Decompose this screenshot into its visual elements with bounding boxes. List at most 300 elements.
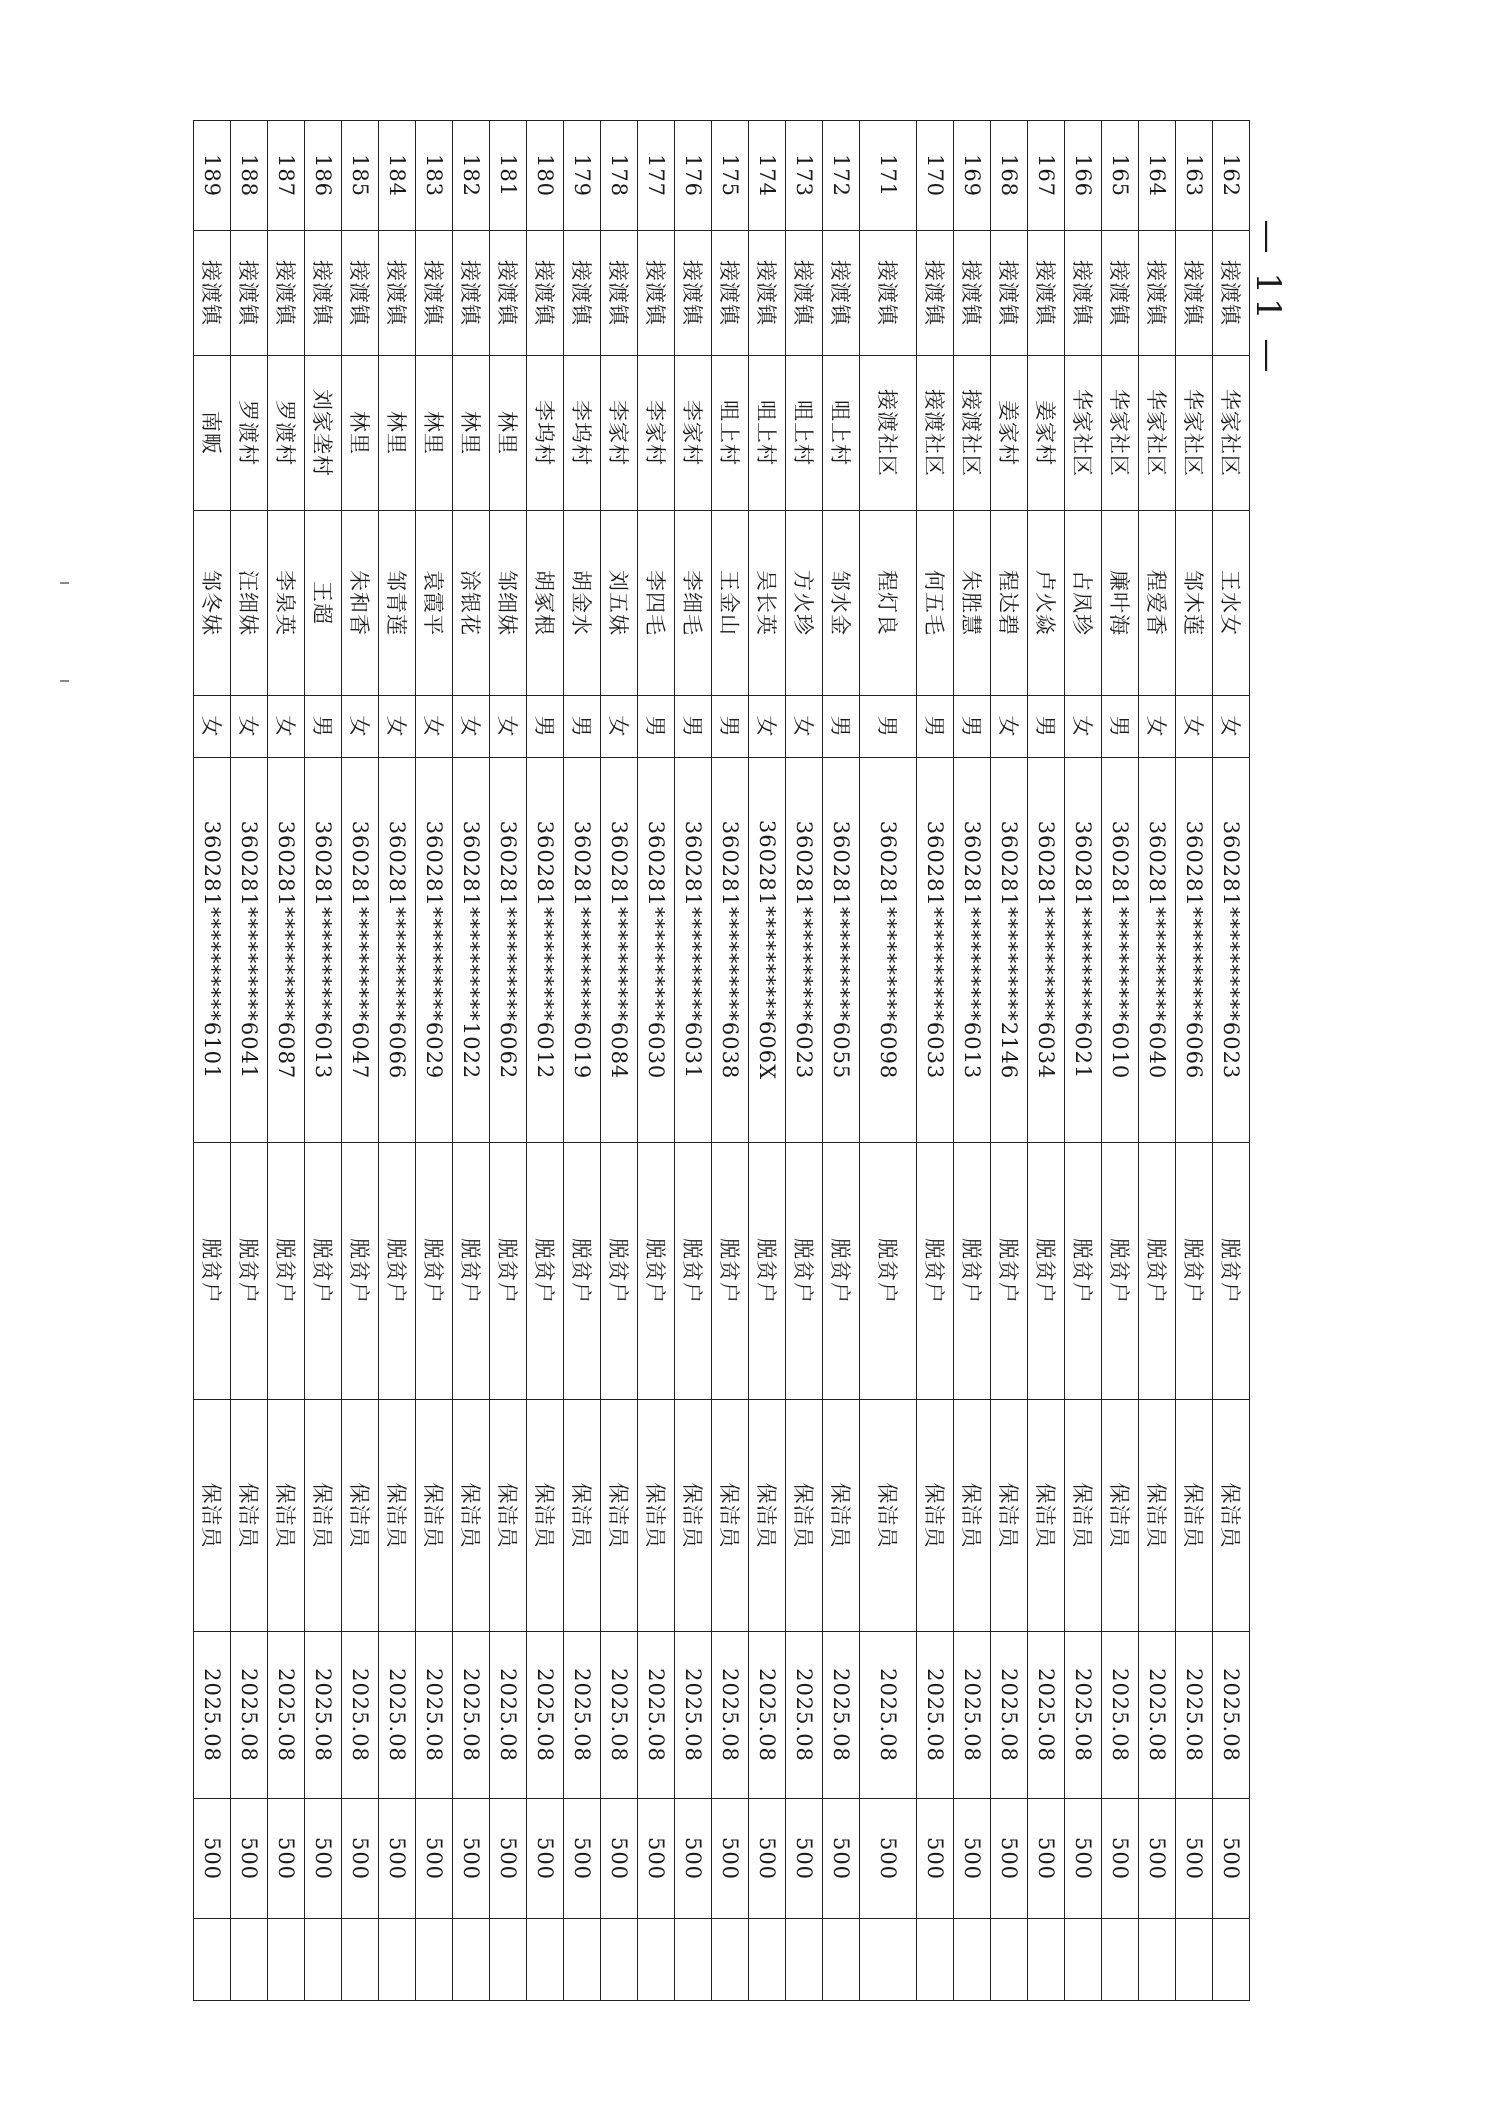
note-cell (1213, 1919, 1250, 2001)
household-type-cell: 脱贫户 (823, 1143, 860, 1400)
date-cell: 2025.08 (675, 1632, 712, 1799)
household-type-cell: 脱贫户 (786, 1143, 823, 1400)
name-cell: 王超 (305, 511, 342, 696)
town-cell: 接渡镇 (860, 231, 917, 356)
name-cell: 胡冢根 (527, 511, 564, 696)
table-row (416, 121, 453, 2001)
table-row (453, 121, 490, 2001)
job-cell: 保洁员 (1176, 1400, 1213, 1632)
town-cell: 接渡镇 (1102, 231, 1139, 356)
row-number-cell: 172 (823, 121, 860, 231)
household-type-cell: 脱贫户 (601, 1143, 638, 1400)
row-number-cell: 182 (453, 121, 490, 231)
town-cell: 接渡镇 (823, 231, 860, 356)
id-number-cell: 360281**********6019 (564, 758, 601, 1143)
town-cell: 接渡镇 (1213, 231, 1250, 356)
name-cell: 胡金水 (564, 511, 601, 696)
village-cell: 林里 (490, 356, 527, 511)
job-cell: 保洁员 (991, 1400, 1028, 1632)
village-cell: 林里 (342, 356, 379, 511)
household-type-cell: 脱贫户 (1065, 1143, 1102, 1400)
town-cell: 接渡镇 (416, 231, 453, 356)
date-cell: 2025.08 (638, 1632, 675, 1799)
name-cell: 何五毛 (917, 511, 954, 696)
job-cell: 保洁员 (786, 1400, 823, 1632)
gender-cell: 女 (1065, 696, 1102, 758)
note-cell (675, 1919, 712, 2001)
town-cell: 接渡镇 (527, 231, 564, 356)
row-number-cell: 178 (601, 121, 638, 231)
id-number-cell: 360281**********6013 (305, 758, 342, 1143)
household-type-cell: 脱贫户 (1139, 1143, 1176, 1400)
amount-cell: 500 (860, 1799, 917, 1919)
note-cell (991, 1919, 1028, 2001)
row-number-cell: 175 (712, 121, 749, 231)
village-cell: 李家村 (675, 356, 712, 511)
gender-cell: 男 (305, 696, 342, 758)
household-type-cell: 脱贫户 (917, 1143, 954, 1400)
village-cell: 华家社区 (1213, 356, 1250, 511)
id-number-cell: 360281**********6030 (638, 758, 675, 1143)
note-cell (490, 1919, 527, 2001)
village-cell: 李家村 (638, 356, 675, 511)
job-cell: 保洁员 (490, 1400, 527, 1632)
town-cell: 接渡镇 (638, 231, 675, 356)
date-cell: 2025.08 (1139, 1632, 1176, 1799)
amount-cell: 500 (416, 1799, 453, 1919)
household-type-cell: 脱贫户 (231, 1143, 268, 1400)
job-cell: 保洁员 (601, 1400, 638, 1632)
row-number-cell: 177 (638, 121, 675, 231)
household-type-cell: 脱贫户 (1213, 1143, 1250, 1400)
row-number-cell: 167 (1028, 121, 1065, 231)
row-number-cell: 184 (379, 121, 416, 231)
gender-cell: 女 (786, 696, 823, 758)
table-row (268, 121, 305, 2001)
job-cell: 保洁员 (1028, 1400, 1065, 1632)
note-cell (1028, 1919, 1065, 2001)
table-row (823, 121, 860, 2001)
table-row (564, 121, 601, 2001)
date-cell: 2025.08 (1065, 1632, 1102, 1799)
household-type-cell: 脱贫户 (1028, 1143, 1065, 1400)
note-cell (305, 1919, 342, 2001)
household-type-cell: 脱贫户 (194, 1143, 231, 1400)
note-cell (712, 1919, 749, 2001)
gender-cell: 女 (601, 696, 638, 758)
name-cell: 涂银花 (453, 511, 490, 696)
table-row (1176, 121, 1213, 2001)
household-type-cell: 脱贫户 (342, 1143, 379, 1400)
table-row (917, 121, 954, 2001)
town-cell: 接渡镇 (490, 231, 527, 356)
gender-cell: 女 (1213, 696, 1250, 758)
job-cell: 保洁员 (305, 1400, 342, 1632)
amount-cell: 500 (1102, 1799, 1139, 1919)
note-cell (453, 1919, 490, 2001)
household-type-cell: 脱贫户 (564, 1143, 601, 1400)
date-cell: 2025.08 (991, 1632, 1028, 1799)
name-cell: 程达碧 (991, 511, 1028, 696)
name-cell: 王水女 (1213, 511, 1250, 696)
id-number-cell: 360281**********6013 (954, 758, 991, 1143)
row-number-cell: 168 (991, 121, 1028, 231)
village-cell: 咀上村 (749, 356, 786, 511)
job-cell: 保洁员 (416, 1400, 453, 1632)
gender-cell: 女 (416, 696, 453, 758)
row-number-cell: 166 (1065, 121, 1102, 231)
town-cell: 接渡镇 (675, 231, 712, 356)
date-cell: 2025.08 (490, 1632, 527, 1799)
row-number-cell: 162 (1213, 121, 1250, 231)
village-cell: 罗渡村 (268, 356, 305, 511)
amount-cell: 500 (231, 1799, 268, 1919)
table-row (1065, 121, 1102, 2001)
note-cell (601, 1919, 638, 2001)
household-type-cell: 脱贫户 (453, 1143, 490, 1400)
village-cell: 林里 (453, 356, 490, 511)
table-row (305, 121, 342, 2001)
date-cell: 2025.08 (823, 1632, 860, 1799)
row-number-cell: 180 (527, 121, 564, 231)
id-number-cell: 360281**********6062 (490, 758, 527, 1143)
id-number-cell: 360281**********6038 (712, 758, 749, 1143)
row-number-cell: 185 (342, 121, 379, 231)
amount-cell: 500 (1028, 1799, 1065, 1919)
gender-cell: 男 (823, 696, 860, 758)
gender-cell: 女 (268, 696, 305, 758)
amount-cell: 500 (954, 1799, 991, 1919)
job-cell: 保洁员 (1213, 1400, 1250, 1632)
rotated-page (199, 120, 1250, 2000)
village-cell: 南畈 (194, 356, 231, 511)
id-number-cell: 360281**********6084 (601, 758, 638, 1143)
date-cell: 2025.08 (305, 1632, 342, 1799)
amount-cell: 500 (194, 1799, 231, 1919)
amount-cell: 500 (305, 1799, 342, 1919)
amount-cell: 500 (527, 1799, 564, 1919)
job-cell: 保洁员 (231, 1400, 268, 1632)
date-cell: 2025.08 (1028, 1632, 1065, 1799)
gender-cell: 男 (564, 696, 601, 758)
table-row (231, 121, 268, 2001)
village-cell: 姜家村 (991, 356, 1028, 511)
date-cell: 2025.08 (231, 1632, 268, 1799)
village-cell: 姜家村 (1028, 356, 1065, 511)
id-number-cell: 360281**********6101 (194, 758, 231, 1143)
date-cell: 2025.08 (917, 1632, 954, 1799)
amount-cell: 500 (638, 1799, 675, 1919)
note-cell (564, 1919, 601, 2001)
village-cell: 李坞村 (564, 356, 601, 511)
id-number-cell: 360281**********606X (749, 758, 786, 1143)
table-row (194, 121, 231, 2001)
amount-cell: 500 (1065, 1799, 1102, 1919)
id-number-cell: 360281**********6010 (1102, 758, 1139, 1143)
gender-cell: 女 (231, 696, 268, 758)
row-number-cell: 183 (416, 121, 453, 231)
note-cell (342, 1919, 379, 2001)
row-number-cell: 189 (194, 121, 231, 231)
gender-cell: 男 (675, 696, 712, 758)
village-cell: 李家村 (601, 356, 638, 511)
table-row (1213, 121, 1250, 2001)
town-cell: 接渡镇 (712, 231, 749, 356)
name-cell: 邹木莲 (1176, 511, 1213, 696)
gender-cell: 女 (453, 696, 490, 758)
row-number-cell: 179 (564, 121, 601, 231)
amount-cell: 500 (823, 1799, 860, 1919)
amount-cell: 500 (917, 1799, 954, 1919)
name-cell: 王金山 (712, 511, 749, 696)
date-cell: 2025.08 (268, 1632, 305, 1799)
job-cell: 保洁员 (268, 1400, 305, 1632)
household-type-cell: 脱贫户 (675, 1143, 712, 1400)
name-cell: 朱和香 (342, 511, 379, 696)
household-type-cell: 脱贫户 (379, 1143, 416, 1400)
gender-cell: 男 (712, 696, 749, 758)
gender-cell: 男 (860, 696, 917, 758)
row-number-cell: 169 (954, 121, 991, 231)
name-cell: 卢火焱 (1028, 511, 1065, 696)
town-cell: 接渡镇 (1176, 231, 1213, 356)
village-cell: 李坞村 (527, 356, 564, 511)
note-cell (416, 1919, 453, 2001)
gender-cell: 女 (342, 696, 379, 758)
name-cell: 袁霞平 (416, 511, 453, 696)
date-cell: 2025.08 (564, 1632, 601, 1799)
table-row (379, 121, 416, 2001)
date-cell: 2025.08 (786, 1632, 823, 1799)
amount-cell: 500 (1176, 1799, 1213, 1919)
row-number-cell: 176 (675, 121, 712, 231)
page-number: — 11 — (1248, 219, 1288, 377)
id-number-cell: 360281**********6012 (527, 758, 564, 1143)
job-cell: 保洁员 (823, 1400, 860, 1632)
note-cell (379, 1919, 416, 2001)
gender-cell: 男 (527, 696, 564, 758)
id-number-cell: 360281**********1022 (453, 758, 490, 1143)
id-number-cell: 360281**********6040 (1139, 758, 1176, 1143)
table-row (638, 121, 675, 2001)
household-type-cell: 脱贫户 (1102, 1143, 1139, 1400)
gender-cell: 女 (1139, 696, 1176, 758)
date-cell: 2025.08 (601, 1632, 638, 1799)
job-cell: 保洁员 (749, 1400, 786, 1632)
date-cell: 2025.08 (379, 1632, 416, 1799)
row-number-cell: 163 (1176, 121, 1213, 231)
name-cell: 程爱香 (1139, 511, 1176, 696)
row-number-cell: 174 (749, 121, 786, 231)
town-cell: 接渡镇 (1139, 231, 1176, 356)
job-cell: 保洁员 (564, 1400, 601, 1632)
amount-cell: 500 (453, 1799, 490, 1919)
household-type-cell: 脱贫户 (527, 1143, 564, 1400)
village-cell: 接渡社区 (917, 356, 954, 511)
name-cell: 李泉英 (268, 511, 305, 696)
id-number-cell: 360281**********6023 (1213, 758, 1250, 1143)
row-number-cell: 173 (786, 121, 823, 231)
amount-cell: 500 (749, 1799, 786, 1919)
table-row (601, 121, 638, 2001)
village-cell: 华家社区 (1139, 356, 1176, 511)
id-number-cell: 360281**********6023 (786, 758, 823, 1143)
amount-cell: 500 (675, 1799, 712, 1919)
job-cell: 保洁员 (1139, 1400, 1176, 1632)
table-row (490, 121, 527, 2001)
household-type-cell: 脱贫户 (305, 1143, 342, 1400)
job-cell: 保洁员 (954, 1400, 991, 1632)
date-cell: 2025.08 (1102, 1632, 1139, 1799)
name-cell: 廉叶海 (1102, 511, 1139, 696)
note-cell (749, 1919, 786, 2001)
job-cell: 保洁员 (712, 1400, 749, 1632)
note-cell (638, 1919, 675, 2001)
note-cell (1065, 1919, 1102, 2001)
gender-cell: 男 (1102, 696, 1139, 758)
note-cell (786, 1919, 823, 2001)
id-number-cell: 360281**********6033 (917, 758, 954, 1143)
town-cell: 接渡镇 (564, 231, 601, 356)
table-row (749, 121, 786, 2001)
village-cell: 华家社区 (1065, 356, 1102, 511)
name-cell: 李四毛 (638, 511, 675, 696)
scan-speck (60, 582, 69, 584)
subsidy-table (193, 120, 1250, 2001)
table-row (712, 121, 749, 2001)
table-row (991, 121, 1028, 2001)
id-number-cell: 360281**********6087 (268, 758, 305, 1143)
amount-cell: 500 (712, 1799, 749, 1919)
village-cell: 刘家垄村 (305, 356, 342, 511)
table-row (1028, 121, 1065, 2001)
note-cell (1176, 1919, 1213, 2001)
amount-cell: 500 (991, 1799, 1028, 1919)
town-cell: 接渡镇 (601, 231, 638, 356)
gender-cell: 男 (954, 696, 991, 758)
date-cell: 2025.08 (194, 1632, 231, 1799)
name-cell: 方火珍 (786, 511, 823, 696)
gender-cell: 女 (194, 696, 231, 758)
town-cell: 接渡镇 (749, 231, 786, 356)
amount-cell: 500 (490, 1799, 527, 1919)
table-row (954, 121, 991, 2001)
name-cell: 吴长英 (749, 511, 786, 696)
household-type-cell: 脱贫户 (268, 1143, 305, 1400)
gender-cell: 男 (1028, 696, 1065, 758)
gender-cell: 女 (379, 696, 416, 758)
note-cell (268, 1919, 305, 2001)
town-cell: 接渡镇 (991, 231, 1028, 356)
id-number-cell: 360281**********6041 (231, 758, 268, 1143)
row-number-cell: 171 (860, 121, 917, 231)
id-number-cell: 360281**********6066 (379, 758, 416, 1143)
row-number-cell: 188 (231, 121, 268, 231)
name-cell: 邹水金 (823, 511, 860, 696)
job-cell: 保洁员 (194, 1400, 231, 1632)
row-number-cell: 181 (490, 121, 527, 231)
id-number-cell: 360281**********6047 (342, 758, 379, 1143)
name-cell: 朱胜慧 (954, 511, 991, 696)
job-cell: 保洁员 (1065, 1400, 1102, 1632)
name-cell: 汪细妹 (231, 511, 268, 696)
date-cell: 2025.08 (749, 1632, 786, 1799)
household-type-cell: 脱贫户 (954, 1143, 991, 1400)
name-cell: 邹细妹 (490, 511, 527, 696)
table-row (342, 121, 379, 2001)
village-cell: 林里 (416, 356, 453, 511)
table-row (675, 121, 712, 2001)
town-cell: 接渡镇 (453, 231, 490, 356)
row-number-cell: 165 (1102, 121, 1139, 231)
household-type-cell: 脱贫户 (416, 1143, 453, 1400)
village-cell: 咀上村 (823, 356, 860, 511)
amount-cell: 500 (268, 1799, 305, 1919)
row-number-cell: 170 (917, 121, 954, 231)
amount-cell: 500 (342, 1799, 379, 1919)
name-cell: 程灯良 (860, 511, 917, 696)
date-cell: 2025.08 (860, 1632, 917, 1799)
gender-cell: 男 (638, 696, 675, 758)
town-cell: 接渡镇 (305, 231, 342, 356)
id-number-cell: 360281**********6066 (1176, 758, 1213, 1143)
household-type-cell: 脱贫户 (712, 1143, 749, 1400)
job-cell: 保洁员 (342, 1400, 379, 1632)
town-cell: 接渡镇 (1065, 231, 1102, 356)
table-row (786, 121, 823, 2001)
household-type-cell: 脱贫户 (991, 1143, 1028, 1400)
gender-cell: 女 (749, 696, 786, 758)
town-cell: 接渡镇 (379, 231, 416, 356)
town-cell: 接渡镇 (917, 231, 954, 356)
note-cell (1139, 1919, 1176, 2001)
village-cell: 华家社区 (1176, 356, 1213, 511)
amount-cell: 500 (1213, 1799, 1250, 1919)
town-cell: 接渡镇 (231, 231, 268, 356)
date-cell: 2025.08 (453, 1632, 490, 1799)
gender-cell: 女 (1176, 696, 1213, 758)
job-cell: 保洁员 (453, 1400, 490, 1632)
job-cell: 保洁员 (638, 1400, 675, 1632)
row-number-cell: 164 (1139, 121, 1176, 231)
name-cell: 邹冬妹 (194, 511, 231, 696)
job-cell: 保洁员 (527, 1400, 564, 1632)
gender-cell: 女 (490, 696, 527, 758)
table-body (194, 121, 1250, 2001)
job-cell: 保洁员 (1102, 1400, 1139, 1632)
town-cell: 接渡镇 (1028, 231, 1065, 356)
amount-cell: 500 (564, 1799, 601, 1919)
town-cell: 接渡镇 (342, 231, 379, 356)
name-cell: 刘五妹 (601, 511, 638, 696)
gender-cell: 女 (991, 696, 1028, 758)
household-type-cell: 脱贫户 (749, 1143, 786, 1400)
household-type-cell: 脱贫户 (860, 1143, 917, 1400)
gender-cell: 男 (917, 696, 954, 758)
household-type-cell: 脱贫户 (638, 1143, 675, 1400)
table-row (1102, 121, 1139, 2001)
town-cell: 接渡镇 (954, 231, 991, 356)
household-type-cell: 脱贫户 (1176, 1143, 1213, 1400)
job-cell: 保洁员 (860, 1400, 917, 1632)
note-cell (1102, 1919, 1139, 2001)
date-cell: 2025.08 (416, 1632, 453, 1799)
note-cell (860, 1919, 917, 2001)
town-cell: 接渡镇 (786, 231, 823, 356)
job-cell: 保洁员 (917, 1400, 954, 1632)
note-cell (917, 1919, 954, 2001)
note-cell (527, 1919, 564, 2001)
